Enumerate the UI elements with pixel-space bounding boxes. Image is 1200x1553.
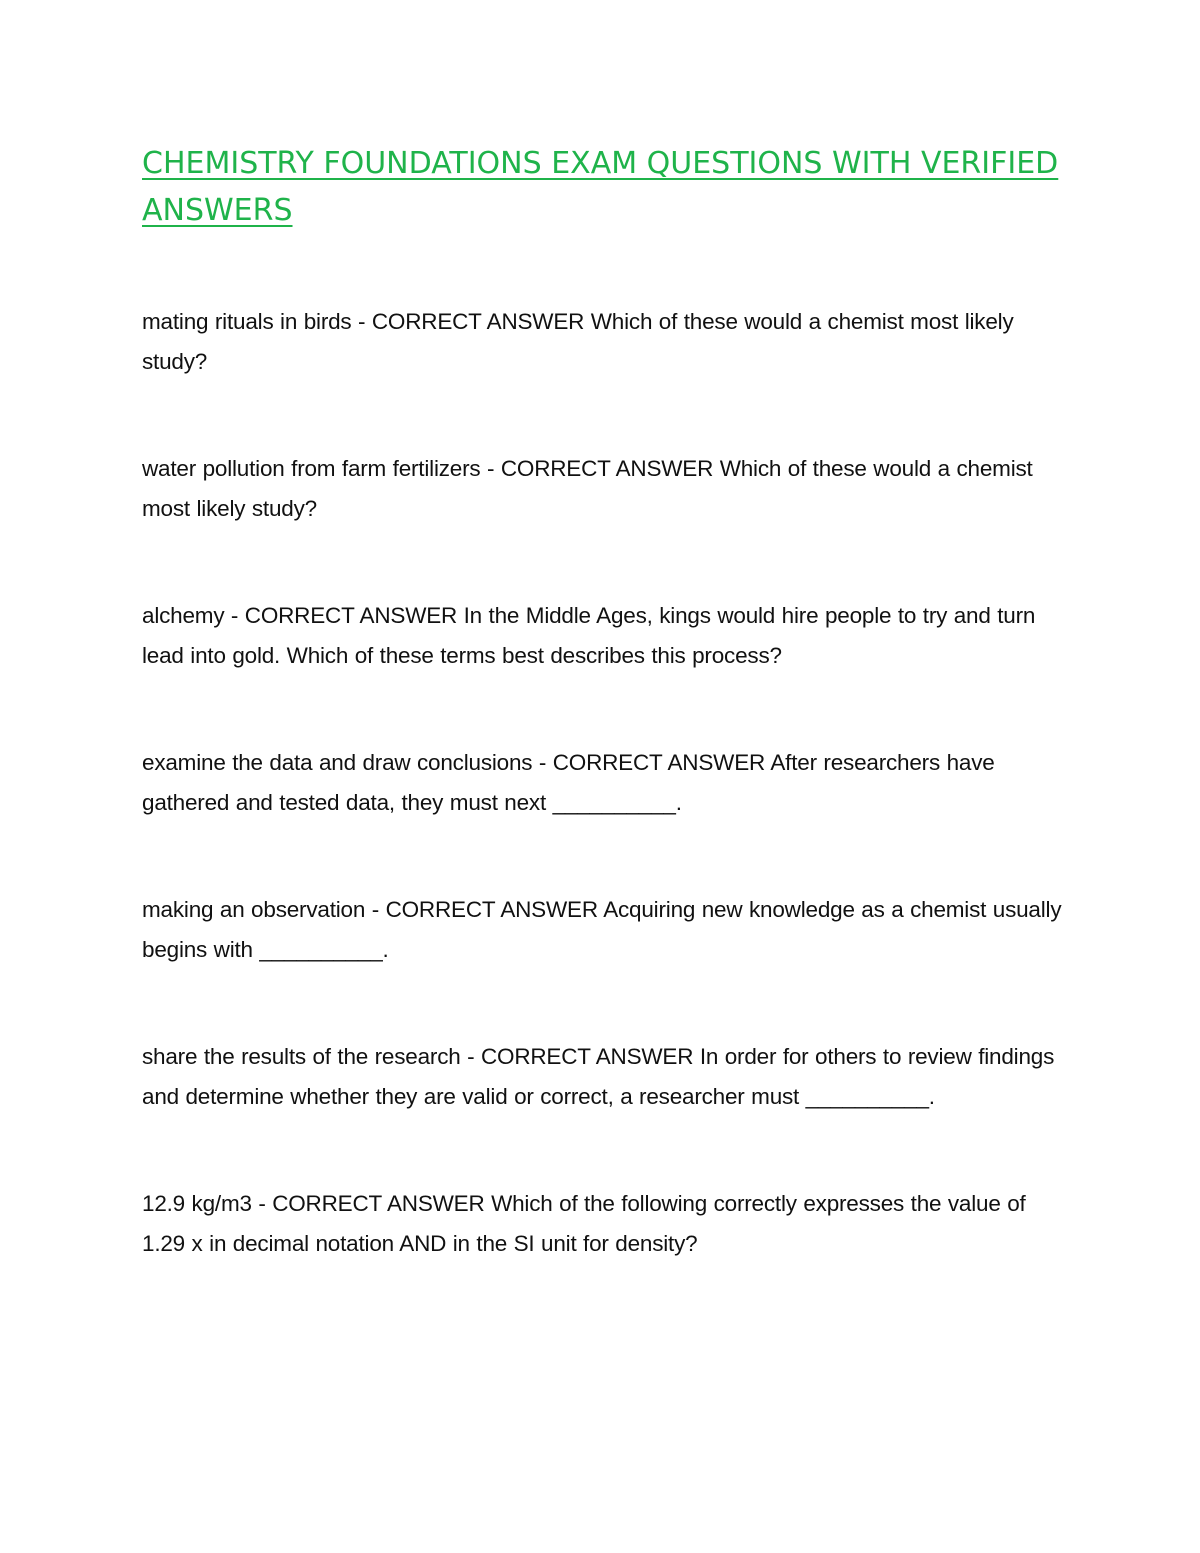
qa-list: [142, 302, 1062, 1331]
qa-entry: share the results of the research - CORRECT ANSWER In order for others to review findings and determine whether they are valid or correct, a researcher must __________.: [142, 1044, 1055, 1109]
qa-entry: mating rituals in birds - CORRECT ANSWER Which of these would a chemist most likely study?: [142, 309, 1014, 374]
qa-entry: 12.9 kg/m3 - CORRECT ANSWER Which of the following correctly expresses the value of 1.29 x in decimal notation AND in the SI unit for density?: [142, 1191, 1026, 1256]
qa-entry: water pollution from farm fertilizers - CORRECT ANSWER Which of these would a chemist most likely study?: [142, 456, 1033, 521]
qa-entry: making an observation - CORRECT ANSWER Acquiring new knowledge as a chemist usually begins with __________.: [142, 897, 1062, 962]
qa-entry: examine the data and draw conclusions - CORRECT ANSWER After researchers have gathered and tested data, they must next __________.: [142, 750, 995, 815]
qa-entry: alchemy - CORRECT ANSWER In the Middle Ages, kings would hire people to try and turn lead into gold. Which of these terms best describes this process?: [142, 603, 1036, 668]
document-title: CHEMISTRY FOUNDATIONS EXAM QUESTIONS WITH VERIFIED ANSWERS: [142, 146, 1059, 228]
